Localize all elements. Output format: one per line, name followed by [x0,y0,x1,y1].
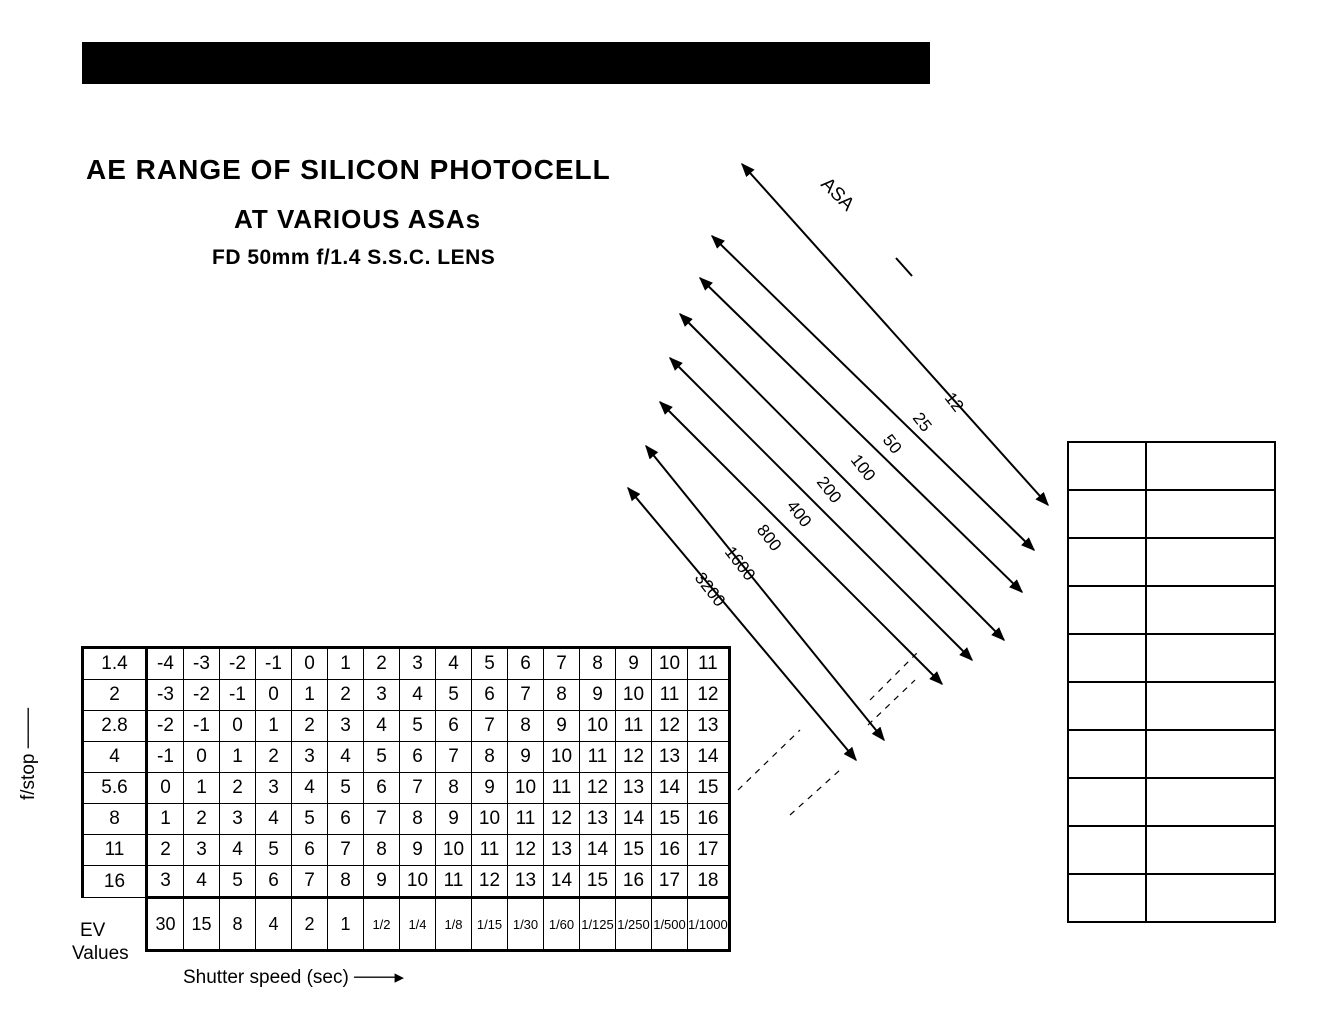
ev-cell: 3 [184,835,220,866]
side-cell [1068,778,1146,826]
asa-value-label: 3200 [690,568,730,611]
side-cell [1146,490,1275,538]
ev-cell: 9 [364,866,400,898]
ev-cell: -1 [220,680,256,711]
ev-cell: 11 [472,835,508,866]
side-cell [1146,538,1275,586]
ev-cell: 4 [256,804,292,835]
ev-cell: 3 [364,680,400,711]
ev-cell: -1 [184,711,220,742]
blank-side-table [1067,441,1276,923]
ev-cell: 2 [292,711,328,742]
ev-row [83,804,730,835]
ev-cell: -2 [184,680,220,711]
side-cell [1146,682,1275,730]
side-cell [1068,730,1146,778]
ev-cell: 16 [652,835,688,866]
ev-cell: 12 [508,835,544,866]
ev-cell: 9 [580,680,616,711]
ev-cell: 14 [544,866,580,898]
ev-cell: 7 [472,711,508,742]
shutter-cell: 1/15 [472,898,508,951]
side-cell [1146,826,1275,874]
ev-cell: -4 [147,648,184,680]
asa-value-label: 1600 [720,542,760,585]
ev-cell: 9 [472,773,508,804]
ev-cell: 1 [184,773,220,804]
ev-cell: 1 [292,680,328,711]
ev-cell: 6 [292,835,328,866]
ev-cell: 12 [616,742,652,773]
asa-axis-label: ASA [816,173,859,216]
ev-cell: 10 [652,648,688,680]
ev-cell: 8 [328,866,364,898]
shutter-cell: 1/2 [364,898,400,951]
ev-cell: 18 [688,866,730,898]
ev-cell: 2 [184,804,220,835]
ev-cell: 8 [580,648,616,680]
fstop-cell: 2 [83,680,147,711]
ev-cell: 3 [328,711,364,742]
ev-cell: 5 [436,680,472,711]
ev-cell: 7 [508,680,544,711]
guide-lines [738,650,920,815]
ev-cell: 3 [400,648,436,680]
side-row [1068,538,1275,586]
ev-cell: 12 [688,680,730,711]
shutter-axis-label: Shutter speed (sec) ───▸ [183,967,405,988]
ev-cell: 6 [508,648,544,680]
ev-cell: 7 [544,648,580,680]
side-cell [1068,682,1146,730]
ev-cell: 2 [147,835,184,866]
ev-cell: 9 [400,835,436,866]
ev-cell: 1 [147,804,184,835]
asa-value-label: 50 [878,430,906,458]
ev-cell: 12 [544,804,580,835]
ev-cell: 7 [400,773,436,804]
ev-cell: 7 [292,866,328,898]
ev-cell: 14 [688,742,730,773]
ev-cell: 8 [472,742,508,773]
shutter-cell: 30 [147,898,184,951]
ev-cell: 5 [364,742,400,773]
ev-cell: -2 [147,711,184,742]
ev-cell: 11 [652,680,688,711]
ev-cell: 11 [436,866,472,898]
ev-cell: 14 [580,835,616,866]
shutter-cell: 1/1000 [688,898,730,951]
ev-cell: 0 [220,711,256,742]
side-cell [1146,442,1275,490]
ev-row [83,835,730,866]
side-cell [1068,874,1146,922]
ev-cell: 2 [256,742,292,773]
ev-cell: 5 [472,648,508,680]
ev-cell: 11 [688,648,730,680]
ev-cell: 3 [147,866,184,898]
ev-cell: 10 [616,680,652,711]
asa-value-label: 100 [846,450,880,485]
ev-cell: 0 [292,648,328,680]
ev-cell: 16 [616,866,652,898]
shutter-cell: 1/500 [652,898,688,951]
fstop-cell: 8 [83,804,147,835]
shutter-cell: 1/250 [616,898,652,951]
shutter-cell: 1/8 [436,898,472,951]
side-cell [1146,730,1275,778]
asa-line [670,358,972,660]
ev-row [83,866,730,898]
ev-cell: 11 [616,711,652,742]
shutter-cell: 4 [256,898,292,951]
ev-cell: 1 [220,742,256,773]
ev-cell: 10 [544,742,580,773]
ev-cell: 5 [292,804,328,835]
side-cell [1068,634,1146,682]
ev-cell: 1 [328,648,364,680]
ev-cell: 7 [364,804,400,835]
side-cell [1146,586,1275,634]
ev-cell: 11 [544,773,580,804]
side-row [1068,442,1275,490]
ev-cell: 7 [328,835,364,866]
ev-row [83,648,730,680]
fstop-cell: 5.6 [83,773,147,804]
ev-table [81,646,731,952]
ev-row [83,742,730,773]
ev-cell: 11 [508,804,544,835]
ev-cell: 14 [616,804,652,835]
ev-cell: 3 [220,804,256,835]
shutter-cell: 8 [220,898,256,951]
side-cell [1068,586,1146,634]
ev-cell: 2 [220,773,256,804]
asa-tick [896,258,912,276]
ev-cell: 2 [364,648,400,680]
ev-cell: -3 [184,648,220,680]
shutter-cell: 15 [184,898,220,951]
side-cell [1146,634,1275,682]
fstop-cell: 2.8 [83,711,147,742]
ev-cell: 6 [400,742,436,773]
ev-cell: 6 [436,711,472,742]
ev-cell: 4 [328,742,364,773]
ev-cell: 4 [436,648,472,680]
side-cell [1068,538,1146,586]
ev-cell: 12 [580,773,616,804]
ev-cell: 5 [220,866,256,898]
ev-cell: 14 [652,773,688,804]
ev-cell: 4 [292,773,328,804]
asa-value-label: 400 [782,496,816,531]
fstop-cell: 4 [83,742,147,773]
values-label: Values [72,943,129,964]
ev-cell: 9 [508,742,544,773]
ev-cell: 17 [688,835,730,866]
fstop-cell: 16 [83,866,147,898]
ev-cell: 13 [688,711,730,742]
ev-cell: 13 [652,742,688,773]
ev-label: EV [80,920,106,941]
side-cell [1068,442,1146,490]
shutter-cell: 1 [328,898,364,951]
ev-cell: 5 [256,835,292,866]
side-row [1068,682,1275,730]
ev-cell: 9 [616,648,652,680]
ev-cell: 3 [256,773,292,804]
ev-cell: 12 [472,866,508,898]
ev-cell: 0 [147,773,184,804]
chart-subtitle: AT VARIOUS ASAs [234,204,482,234]
side-cell [1068,490,1146,538]
shutter-cell: 1/30 [508,898,544,951]
side-cell [1146,778,1275,826]
side-cell [1146,874,1275,922]
side-row [1068,490,1275,538]
ev-cell: 5 [328,773,364,804]
ev-cell: 16 [688,804,730,835]
ev-cell: 10 [436,835,472,866]
asa-value-label: 12 [940,388,968,416]
asa-value-label: 25 [908,408,936,436]
ev-cell: 0 [184,742,220,773]
ev-cell: 15 [616,835,652,866]
ev-cell: 4 [364,711,400,742]
fstop-cell: 1.4 [83,648,147,680]
side-row [1068,586,1275,634]
ev-cell: -3 [147,680,184,711]
ev-cell: 13 [580,804,616,835]
fstop-axis-label: f/stop ─── [18,707,39,800]
ev-cell: 4 [400,680,436,711]
ev-cell: 6 [364,773,400,804]
ev-cell: 4 [220,835,256,866]
ev-cell: 6 [256,866,292,898]
ev-cell: 1 [256,711,292,742]
ev-cell: 6 [328,804,364,835]
ev-cell: 10 [472,804,508,835]
ev-cell: 9 [544,711,580,742]
ev-cell: 10 [580,711,616,742]
side-row [1068,778,1275,826]
ev-cell: 10 [400,866,436,898]
shutter-row [83,898,730,951]
chart-title: AE RANGE OF SILICON PHOTOCELL [86,154,611,185]
shutter-cell: 2 [292,898,328,951]
ev-cell: 2 [328,680,364,711]
ev-cell: -1 [256,648,292,680]
fstop-cell: 11 [83,835,147,866]
ev-cell: 15 [688,773,730,804]
asa-value-label: 200 [812,472,846,507]
lens-label: FD 50mm f/1.4 S.S.C. LENS [212,246,496,269]
ev-cell: 0 [256,680,292,711]
ev-cell: 13 [616,773,652,804]
ev-cell: 7 [436,742,472,773]
ev-cell: 12 [652,711,688,742]
ev-cell: -1 [147,742,184,773]
ev-cell: 13 [508,866,544,898]
side-row [1068,730,1275,778]
ev-cell: -2 [220,648,256,680]
ev-row [83,680,730,711]
ev-row [83,711,730,742]
ev-cell: 5 [400,711,436,742]
side-row [1068,634,1275,682]
ev-cell: 8 [544,680,580,711]
ev-cell: 6 [472,680,508,711]
ev-cell: 10 [508,773,544,804]
side-row [1068,874,1275,922]
ev-cell: 9 [436,804,472,835]
ev-row [83,773,730,804]
ev-cell: 4 [184,866,220,898]
ev-cell: 17 [652,866,688,898]
shutter-cell: 1/60 [544,898,580,951]
ev-cell: 8 [508,711,544,742]
ev-cell: 11 [580,742,616,773]
ev-cell: 15 [580,866,616,898]
side-cell [1068,826,1146,874]
shutter-cell: 1/4 [400,898,436,951]
ev-cell: 3 [292,742,328,773]
ev-cell: 15 [652,804,688,835]
ev-cell: 8 [436,773,472,804]
side-row [1068,826,1275,874]
ev-cell: 13 [544,835,580,866]
shutter-cell: 1/125 [580,898,616,951]
ev-cell: 8 [364,835,400,866]
ev-cell: 8 [400,804,436,835]
asa-value-label: 800 [752,520,786,555]
